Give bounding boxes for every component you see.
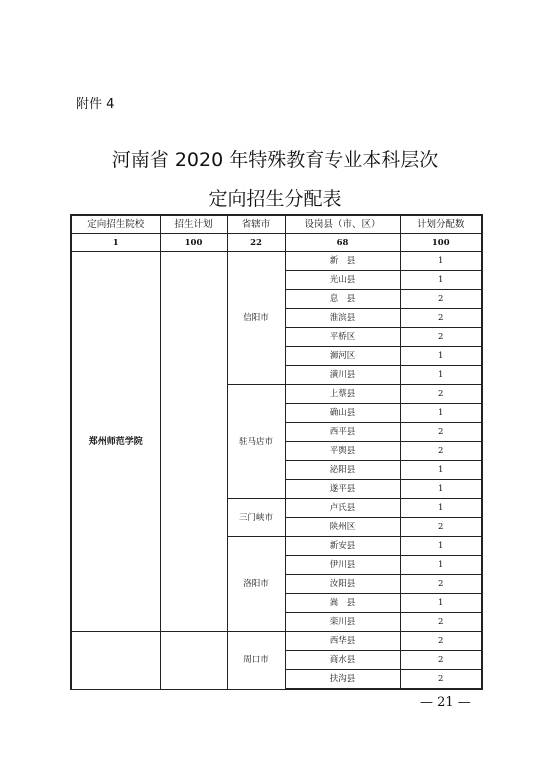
county-cell: 确山县 — [285, 404, 400, 423]
total-cell: 100 — [160, 234, 227, 252]
attachment-label: 附件 4 — [76, 97, 115, 112]
count-cell: 2 — [400, 290, 482, 309]
count-cell: 1 — [400, 480, 482, 499]
count-cell: 1 — [400, 461, 482, 480]
totals-row — [71, 234, 482, 252]
count-cell: 2 — [400, 328, 482, 347]
count-cell: 2 — [400, 575, 482, 594]
city-cell: 信阳市 — [227, 252, 285, 385]
county-cell: 新安县 — [285, 537, 400, 556]
page-number: — 21 — — [420, 695, 471, 710]
count-cell: 1 — [400, 366, 482, 385]
allocation-table — [70, 214, 483, 690]
table-row — [71, 252, 482, 271]
county-cell: 息 县 — [285, 290, 400, 309]
county-cell: 栾川县 — [285, 613, 400, 632]
county-cell: 西平县 — [285, 423, 400, 442]
city-cell: 周口市 — [227, 632, 285, 690]
county-cell: 光山县 — [285, 271, 400, 290]
county-cell: 汝阳县 — [285, 575, 400, 594]
city-cell: 三门峡市 — [227, 499, 285, 537]
table-header-row — [71, 215, 482, 234]
total-cell: 100 — [400, 234, 482, 252]
header-cell: 招生计划 — [160, 215, 227, 234]
count-cell: 2 — [400, 670, 482, 690]
plan-cell-empty — [160, 632, 227, 690]
count-cell: 1 — [400, 499, 482, 518]
county-cell: 陕州区 — [285, 518, 400, 537]
count-cell: 2 — [400, 613, 482, 632]
count-cell: 2 — [400, 309, 482, 328]
document-title-line1: 河南省 2020 年特殊教育专业本科层次 — [111, 149, 439, 171]
city-cell: 洛阳市 — [227, 537, 285, 632]
county-cell: 潢川县 — [285, 366, 400, 385]
total-cell: 68 — [285, 234, 400, 252]
document-title-line2: 定向招生分配表 — [208, 188, 342, 210]
count-cell: 1 — [400, 271, 482, 290]
county-cell: 平桥区 — [285, 328, 400, 347]
county-cell: 伊川县 — [285, 556, 400, 575]
county-cell: 平舆县 — [285, 442, 400, 461]
county-cell: 西华县 — [285, 632, 400, 651]
county-cell: 遂平县 — [285, 480, 400, 499]
school-cell: 郑州师范学院 — [71, 252, 160, 632]
count-cell: 2 — [400, 442, 482, 461]
county-cell: 新 县 — [285, 252, 400, 271]
header-cell: 计划分配数 — [400, 215, 482, 234]
county-cell: 淮滨县 — [285, 309, 400, 328]
table-row — [71, 632, 482, 651]
county-cell: 泌阳县 — [285, 461, 400, 480]
total-cell: 1 — [71, 234, 160, 252]
count-cell: 1 — [400, 252, 482, 271]
county-cell: 嵩 县 — [285, 594, 400, 613]
count-cell: 2 — [400, 651, 482, 670]
county-cell: 商水县 — [285, 651, 400, 670]
count-cell: 2 — [400, 632, 482, 651]
county-cell: 上蔡县 — [285, 385, 400, 404]
count-cell: 1 — [400, 556, 482, 575]
plan-cell — [160, 252, 227, 632]
header-cell: 定向招生院校 — [71, 215, 160, 234]
city-cell: 驻马店市 — [227, 385, 285, 499]
count-cell: 1 — [400, 404, 482, 423]
count-cell: 1 — [400, 347, 482, 366]
header-cell: 设岗县（市、区） — [285, 215, 400, 234]
count-cell: 1 — [400, 594, 482, 613]
county-cell: 浉河区 — [285, 347, 400, 366]
header-cell: 省辖市 — [227, 215, 285, 234]
count-cell: 2 — [400, 518, 482, 537]
total-cell: 22 — [227, 234, 285, 252]
count-cell: 1 — [400, 537, 482, 556]
count-cell: 2 — [400, 385, 482, 404]
county-cell: 卢氏县 — [285, 499, 400, 518]
county-cell: 扶沟县 — [285, 670, 400, 690]
count-cell: 2 — [400, 423, 482, 442]
school-cell-empty — [71, 632, 160, 690]
